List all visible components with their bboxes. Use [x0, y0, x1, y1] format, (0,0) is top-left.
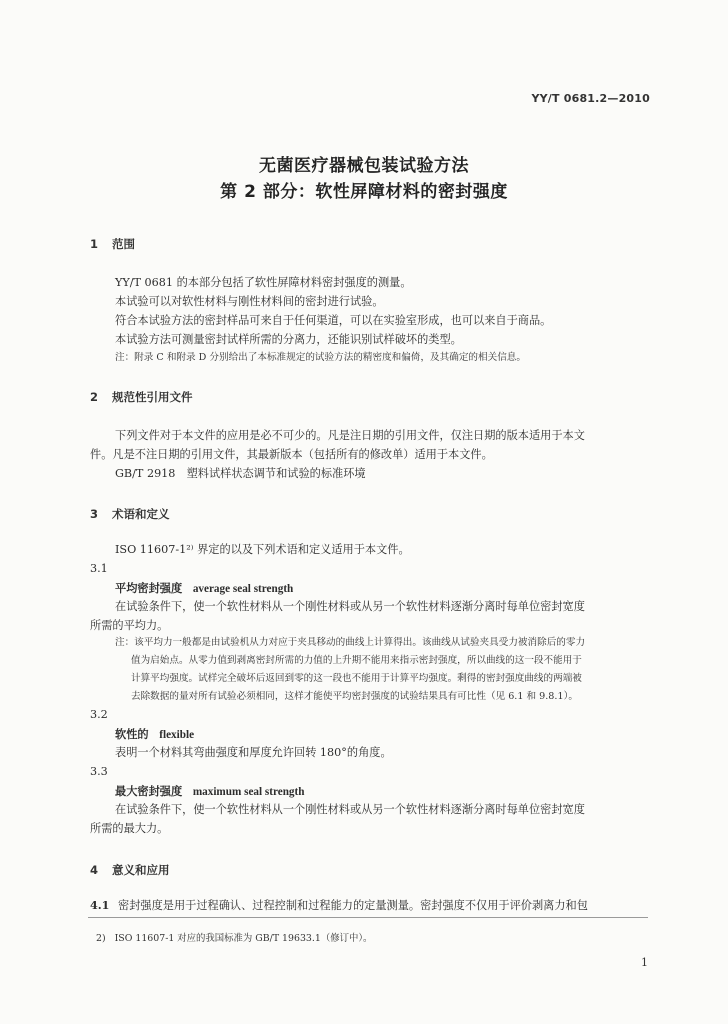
term-entry [115, 580, 293, 597]
clause-number: 3.3 [90, 765, 108, 778]
section-number: 3 [90, 507, 99, 521]
note: 注：附录 C 和附录 D 分别给出了本标准规定的试验方法的精密度和偏倚，及其确定的相关信息。 [115, 352, 526, 363]
paragraph: YY/T 0681 的本部分包括了软性屏障材料密封强度的测量。 [115, 276, 412, 289]
note: 值为启始点。从零力值到剥离密封所需的力值的上升期不能用来指示密封强度，所以曲线的这一段不能用于 [131, 655, 582, 666]
paragraph: 件。凡是不注日期的引用文件，其最新版本（包括所有的修改单）适用于本文件。 [90, 448, 493, 461]
term-chinese: 平均密封强度 [115, 581, 183, 595]
clause-number: 3.1 [90, 562, 108, 575]
document-title-line2: 第 2 部分：软性屏障材料的密封强度 [220, 182, 508, 202]
paragraph: 符合本试验方法的密封样品可来自于任何渠道，可以在实验室形成，也可以来自于商品。 [115, 314, 552, 327]
clause-number: 4.1 [90, 898, 110, 912]
term-chinese: 软性的 [115, 727, 149, 741]
standard-code: YY/T 0681.2—2010 [531, 92, 650, 105]
section-4-heading [90, 862, 170, 878]
footnote-divider [88, 917, 648, 918]
note: 计算平均强度。试样完全破坏后返回到零的这一段也不能用于计算平均强度。剩得的密封强度曲线的两端被 [131, 673, 582, 684]
section-number: 2 [90, 390, 99, 404]
footnote-text: ISO 11607-1 对应的我国标准为 GB/T 19633.1（修订中）。 [114, 933, 373, 944]
definition: 所需的平均力。 [90, 619, 169, 632]
definition: 表明一个材料其弯曲强度和厚度允许回转 180°的角度。 [115, 746, 392, 759]
definition: 在试验条件下，使一个软性材料从一个刚性材料或从另一个软性材料逐渐分离时每单位密封宽度 [115, 600, 585, 613]
section-1-heading [90, 236, 135, 252]
paragraph: 本试验可以对软性材料与刚性材料间的密封进行试验。 [115, 295, 384, 308]
note: 注：该平均力一般都是由试验机从力对应于夹具移动的曲线上计算得出。该曲线从试验夹具受力被消除后的零力 [115, 637, 586, 648]
term-entry [115, 726, 194, 743]
normative-reference: GB/T 2918 塑料试样状态调节和试验的标准环境 [115, 467, 366, 480]
note: 去除数据的量对所有试验必须相同，这样才能使平均密封强度的试验结果具有可比性（见 6.1 和 9.8.1）。 [131, 691, 578, 702]
term-chinese: 最大密封强度 [115, 784, 183, 798]
definition: 在试验条件下，使一个软性材料从一个刚性材料或从另一个软性材料逐渐分离时每单位密封宽度 [115, 803, 585, 816]
section-number: 4 [90, 863, 99, 877]
page-number: 1 [641, 956, 648, 969]
section-number: 1 [90, 237, 99, 251]
definition: 所需的最大力。 [90, 822, 169, 835]
section-title: 范围 [112, 237, 135, 251]
document-title-line1: 无菌医疗器械包装试验方法 [259, 156, 469, 176]
term-english: flexible [159, 729, 195, 741]
paragraph: ISO 11607-1²⁾ 界定的以及下列术语和定义适用于本文件。 [115, 543, 410, 556]
paragraph: 下列文件对于本文件的应用是必不可少的。凡是注日期的引用文件，仅注日期的版本适用于本文 [115, 429, 585, 442]
section-title: 规范性引用文件 [112, 390, 193, 404]
section-3-heading [90, 506, 170, 522]
footnote-marker: 2) [96, 933, 106, 944]
section-2-heading [90, 389, 193, 405]
term-english: maximum seal strength [192, 786, 305, 798]
section-title: 术语和定义 [112, 507, 170, 521]
term-english: average seal strength [192, 583, 294, 595]
footnote [96, 930, 372, 944]
term-entry [115, 783, 304, 800]
clause-text: 密封强度是用于过程确认、过程控制和过程能力的定量测量。密封强度不仅用于评价剥离力和包 [118, 899, 588, 912]
section-title: 意义和应用 [112, 863, 170, 877]
clause-number: 3.2 [90, 708, 108, 721]
paragraph [90, 897, 588, 914]
paragraph: 本试验方法可测量密封试样所需的分离力，还能识别试样破坏的类型。 [115, 333, 462, 346]
